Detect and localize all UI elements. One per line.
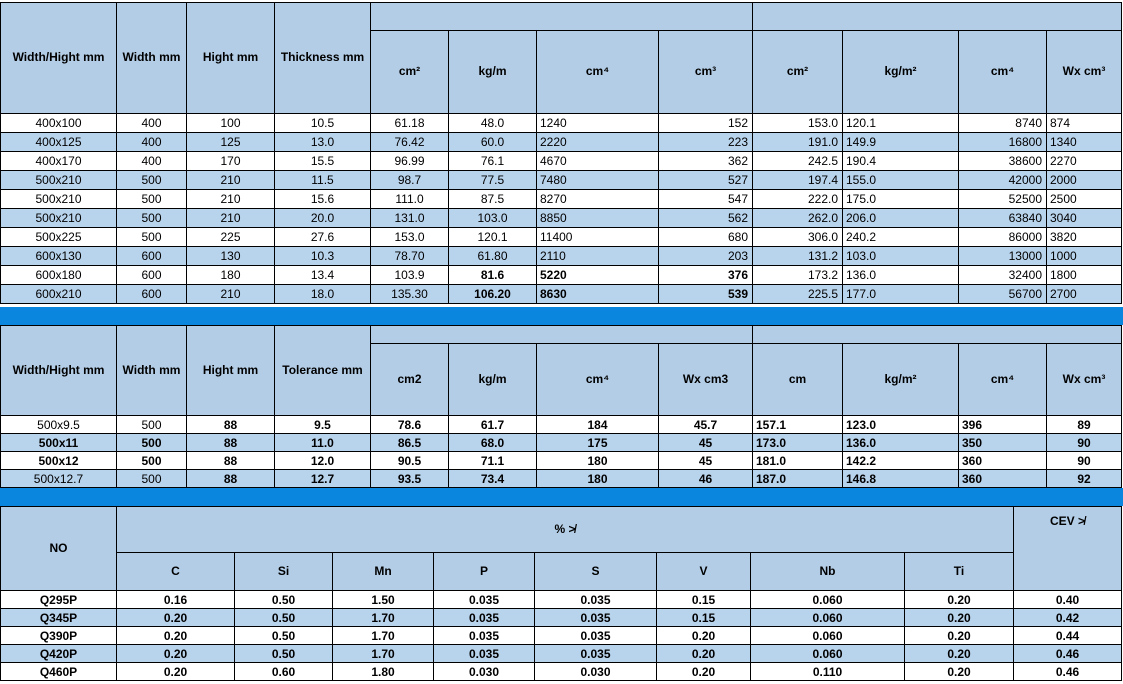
table-cell: 13000: [959, 247, 1047, 266]
table-cell: 400x100: [1, 114, 117, 133]
table-cell: 0.16: [117, 591, 235, 609]
table-cell: 396: [959, 416, 1047, 434]
table-cell: 0.15: [657, 591, 751, 609]
header-thickness: Thickness mm: [275, 3, 371, 114]
table-cell: Q345P: [1, 609, 117, 627]
table-cell: 10.3: [275, 247, 371, 266]
table-cell: 60.0: [449, 133, 537, 152]
table-row: [1, 114, 1122, 133]
table-cell: 1.50: [333, 591, 434, 609]
table-cell: 0.035: [434, 645, 535, 663]
table-cell: 78.70: [371, 247, 449, 266]
table-cell: 0.46: [1014, 645, 1122, 663]
table-cell: 86.5: [371, 434, 449, 452]
table-cell: 500: [117, 228, 187, 247]
table-cell: 0.035: [535, 645, 657, 663]
table-cell: 63840: [959, 209, 1047, 228]
table-cell: 98.7: [371, 171, 449, 190]
header-weight: kg/m: [449, 344, 537, 416]
table-cell: 11.5: [275, 171, 371, 190]
header-inertia-2: cm⁴: [959, 31, 1047, 114]
table-cell: 0.20: [117, 627, 235, 645]
table-cell: 96.99: [371, 152, 449, 171]
table-cell: 48.0: [449, 114, 537, 133]
table-cell: 0.20: [117, 609, 235, 627]
table-cell: 0.50: [235, 591, 333, 609]
table-cell: 1000: [1047, 247, 1122, 266]
table-row: [1, 591, 1122, 609]
table-cell: 600x210: [1, 285, 117, 304]
header-inertia: cm⁴: [537, 344, 659, 416]
table-cell: 500x12.7: [1, 470, 117, 488]
table-cell: 78.6: [371, 416, 449, 434]
table-cell: 400: [117, 114, 187, 133]
table-cell: 90: [1047, 434, 1122, 452]
table-cell: 500: [117, 434, 187, 452]
table-cell: 547: [659, 190, 753, 209]
header-modulus: cm³: [659, 31, 753, 114]
table-cell: 11400: [537, 228, 659, 247]
table-cell: 0.060: [751, 627, 905, 645]
table-cell: 5220: [537, 266, 659, 285]
table-row: [1, 645, 1122, 663]
table-cell: 0.20: [657, 627, 751, 645]
table-cell: 0.50: [235, 627, 333, 645]
table-cell: 8630: [537, 285, 659, 304]
header-height: Hight mm: [187, 326, 275, 416]
header-height: Hight mm: [187, 3, 275, 114]
table-cell: 175: [537, 434, 659, 452]
table-cell: 10.5: [275, 114, 371, 133]
table-cell: 77.5: [449, 171, 537, 190]
table-cell: 262.0: [753, 209, 843, 228]
table-cell: 173.0: [753, 434, 843, 452]
table-cell: 400x170: [1, 152, 117, 171]
table-cell: 0.035: [434, 627, 535, 645]
table-cell: 9.5: [275, 416, 371, 434]
section-table-1: [0, 2, 1122, 304]
header-v: V: [657, 553, 751, 591]
table-cell: 0.035: [535, 591, 657, 609]
table-cell: 12.0: [275, 452, 371, 470]
table-cell: 0.40: [1014, 591, 1122, 609]
table-row: [1, 190, 1122, 209]
table-cell: 180: [187, 266, 275, 285]
table-cell: 600: [117, 266, 187, 285]
table-cell: 103.9: [371, 266, 449, 285]
header-p: P: [434, 553, 535, 591]
table-cell: 88: [187, 416, 275, 434]
header-group-empty-2: [753, 3, 1122, 31]
header-nb: Nb: [751, 553, 905, 591]
table-cell: 0.60: [235, 663, 333, 681]
table-cell: 242.5: [753, 152, 843, 171]
table-cell: 8850: [537, 209, 659, 228]
header-width-height: Width/Hight mm: [1, 326, 117, 416]
table-cell: 197.4: [753, 171, 843, 190]
table-cell: 376: [659, 266, 753, 285]
header-wx: Wx cm³: [1047, 31, 1122, 114]
header-inertia: cm⁴: [537, 31, 659, 114]
table-cell: 0.035: [434, 591, 535, 609]
table-cell: 210: [187, 209, 275, 228]
header-si: Si: [235, 553, 333, 591]
header-area-2: cm²: [753, 31, 843, 114]
table-cell: 1.70: [333, 609, 434, 627]
table-cell: 500x210: [1, 190, 117, 209]
header-group-empty-2: [753, 326, 1122, 344]
table-cell: 20.0: [275, 209, 371, 228]
table-cell: 2500: [1047, 190, 1122, 209]
table-cell: 0.20: [657, 645, 751, 663]
header-no: NO: [1, 507, 117, 591]
table-cell: 400: [117, 133, 187, 152]
table-cell: 562: [659, 209, 753, 228]
table-row: [1, 434, 1122, 452]
table-cell: 7480: [537, 171, 659, 190]
table-cell: 1.70: [333, 645, 434, 663]
header-cev: CEV ≯: [1014, 507, 1122, 591]
table-cell: 153.0: [371, 228, 449, 247]
table-cell: 87.5: [449, 190, 537, 209]
table-row: [1, 627, 1122, 645]
table-cell: 1.80: [333, 663, 434, 681]
separator-bar-1: [0, 307, 1123, 325]
table-cell: 0.50: [235, 645, 333, 663]
table-cell: 86000: [959, 228, 1047, 247]
header-inertia-2: cm⁴: [959, 344, 1047, 416]
table-cell: 153.0: [753, 114, 843, 133]
table-cell: 0.060: [751, 609, 905, 627]
table-cell: 125: [187, 133, 275, 152]
table-cell: 0.20: [657, 663, 751, 681]
table-row: [1, 609, 1122, 627]
table-cell: 0.15: [657, 609, 751, 627]
table-row: [1, 133, 1122, 152]
table-cell: Q420P: [1, 645, 117, 663]
table-cell: 0.20: [905, 627, 1014, 645]
header-width: Width mm: [117, 3, 187, 114]
table-cell: 225.5: [753, 285, 843, 304]
table-cell: 155.0: [843, 171, 959, 190]
table-row: [1, 663, 1122, 681]
table-cell: 0.035: [535, 627, 657, 645]
table-cell: 92: [1047, 470, 1122, 488]
table-cell: 0.030: [434, 663, 535, 681]
table-cell: 0.20: [117, 645, 235, 663]
header-wx-2: Wx cm³: [1047, 344, 1122, 416]
table-cell: 177.0: [843, 285, 959, 304]
table-cell: 2110: [537, 247, 659, 266]
table-cell: 120.1: [843, 114, 959, 133]
table-cell: 500: [117, 171, 187, 190]
section-table-3: [0, 506, 1122, 681]
table-cell: 81.6: [449, 266, 537, 285]
table-row: [1, 266, 1122, 285]
table-cell: 600: [117, 247, 187, 266]
table-cell: 500: [117, 190, 187, 209]
table-cell: 206.0: [843, 209, 959, 228]
header-s: S: [535, 553, 657, 591]
table-row: [1, 452, 1122, 470]
table-cell: Q460P: [1, 663, 117, 681]
table-cell: 18.0: [275, 285, 371, 304]
table-row: [1, 416, 1122, 434]
table-cell: 222.0: [753, 190, 843, 209]
table-cell: 600: [117, 285, 187, 304]
table-cell: 210: [187, 190, 275, 209]
table-cell: 56700: [959, 285, 1047, 304]
table-cell: 42000: [959, 171, 1047, 190]
table-cell: 27.6: [275, 228, 371, 247]
header-group-empty-1: [371, 3, 753, 31]
table-cell: 45: [659, 434, 753, 452]
table-cell: 0.035: [535, 609, 657, 627]
table-cell: 240.2: [843, 228, 959, 247]
table-cell: 3820: [1047, 228, 1122, 247]
table-cell: 191.0: [753, 133, 843, 152]
table-cell: 500x12: [1, 452, 117, 470]
table-cell: 0.44: [1014, 627, 1122, 645]
table-cell: 71.1: [449, 452, 537, 470]
table-cell: 500x11: [1, 434, 117, 452]
table-cell: 225: [187, 228, 275, 247]
table-cell: 190.4: [843, 152, 959, 171]
table-cell: 527: [659, 171, 753, 190]
table-cell: 3040: [1047, 209, 1122, 228]
table-cell: 52500: [959, 190, 1047, 209]
table-cell: 61.18: [371, 114, 449, 133]
table-cell: 135.30: [371, 285, 449, 304]
table-cell: 874: [1047, 114, 1122, 133]
table-cell: 142.2: [843, 452, 959, 470]
table-cell: 500: [117, 470, 187, 488]
table-cell: 93.5: [371, 470, 449, 488]
table-cell: 0.035: [434, 609, 535, 627]
table-cell: 45: [659, 452, 753, 470]
table-cell: 0.110: [751, 663, 905, 681]
table-cell: 90.5: [371, 452, 449, 470]
header-ti: Ti: [905, 553, 1014, 591]
table-cell: 11.0: [275, 434, 371, 452]
table-cell: 0.060: [751, 645, 905, 663]
table-cell: Q390P: [1, 627, 117, 645]
table-cell: 500x225: [1, 228, 117, 247]
table-cell: 0.20: [905, 591, 1014, 609]
table-cell: 223: [659, 133, 753, 152]
header-percent: % ≯: [117, 507, 1014, 553]
table-cell: 0.50: [235, 609, 333, 627]
table-cell: 73.4: [449, 470, 537, 488]
table-cell: 120.1: [449, 228, 537, 247]
table-cell: 1800: [1047, 266, 1122, 285]
table-cell: 8270: [537, 190, 659, 209]
table-cell: 600x180: [1, 266, 117, 285]
table-cell: 0.42: [1014, 609, 1122, 627]
table-cell: 0.20: [905, 645, 1014, 663]
table-cell: 0.20: [905, 663, 1014, 681]
table-cell: 500x210: [1, 171, 117, 190]
table-cell: 1.70: [333, 627, 434, 645]
header-wx: Wx cm3: [659, 344, 753, 416]
table-cell: 0.46: [1014, 663, 1122, 681]
table-cell: 500: [117, 452, 187, 470]
table-cell: 1240: [537, 114, 659, 133]
table-row: [1, 470, 1122, 488]
table-cell: 187.0: [753, 470, 843, 488]
table-cell: 123.0: [843, 416, 959, 434]
table-cell: 0.20: [905, 609, 1014, 627]
header-weight-2: kg/m²: [843, 344, 959, 416]
table-cell: 88: [187, 434, 275, 452]
table-cell: 0.060: [751, 591, 905, 609]
header-width-height: Width/Hight mm: [1, 3, 117, 114]
table-cell: 100: [187, 114, 275, 133]
table-cell: 360: [959, 452, 1047, 470]
table-cell: 8740: [959, 114, 1047, 133]
table-row: [1, 247, 1122, 266]
table-cell: 76.1: [449, 152, 537, 171]
table-cell: 1340: [1047, 133, 1122, 152]
table-cell: 13.4: [275, 266, 371, 285]
table-cell: 2220: [537, 133, 659, 152]
table-cell: 400: [117, 152, 187, 171]
table-cell: 136.0: [843, 434, 959, 452]
header-area: cm²: [371, 31, 449, 114]
table-cell: 539: [659, 285, 753, 304]
table-cell: 180: [537, 470, 659, 488]
header-area: cm2: [371, 344, 449, 416]
table-cell: 0.20: [117, 663, 235, 681]
table-cell: 103.0: [449, 209, 537, 228]
table-cell: 175.0: [843, 190, 959, 209]
table-cell: 61.80: [449, 247, 537, 266]
table-cell: 46: [659, 470, 753, 488]
header-width: Width mm: [117, 326, 187, 416]
table-cell: 15.6: [275, 190, 371, 209]
table-cell: 500x9.5: [1, 416, 117, 434]
table-row: [1, 285, 1122, 304]
table-cell: 15.5: [275, 152, 371, 171]
table-cell: 180: [537, 452, 659, 470]
table-cell: 88: [187, 470, 275, 488]
table-cell: 111.0: [371, 190, 449, 209]
table-row: [1, 209, 1122, 228]
section-table-2: [0, 325, 1122, 488]
table-cell: 500: [117, 209, 187, 228]
table-cell: 350: [959, 434, 1047, 452]
header-length: cm: [753, 344, 843, 416]
table-cell: 360: [959, 470, 1047, 488]
table-cell: 4670: [537, 152, 659, 171]
table-cell: 103.0: [843, 247, 959, 266]
table-cell: 16800: [959, 133, 1047, 152]
table-cell: 90: [1047, 452, 1122, 470]
table-cell: 13.0: [275, 133, 371, 152]
table-cell: 2700: [1047, 285, 1122, 304]
table-cell: Q295P: [1, 591, 117, 609]
table-cell: 173.2: [753, 266, 843, 285]
table-cell: 12.7: [275, 470, 371, 488]
table-cell: 0.030: [535, 663, 657, 681]
table-cell: 2270: [1047, 152, 1122, 171]
header-c: C: [117, 553, 235, 591]
table-cell: 181.0: [753, 452, 843, 470]
header-weight-2: kg/m²: [843, 31, 959, 114]
table-cell: 362: [659, 152, 753, 171]
table-row: [1, 152, 1122, 171]
table-cell: 680: [659, 228, 753, 247]
table-row: [1, 171, 1122, 190]
table-cell: 184: [537, 416, 659, 434]
separator-bar-2: [0, 488, 1123, 506]
header-tolerance: Tolerance mm: [275, 326, 371, 416]
table-row: [1, 228, 1122, 247]
table-cell: 61.7: [449, 416, 537, 434]
table-cell: 32400: [959, 266, 1047, 285]
header-weight: kg/m: [449, 31, 537, 114]
table-cell: 136.0: [843, 266, 959, 285]
table-cell: 89: [1047, 416, 1122, 434]
table-cell: 68.0: [449, 434, 537, 452]
table-cell: 149.9: [843, 133, 959, 152]
table-cell: 146.8: [843, 470, 959, 488]
table-cell: 157.1: [753, 416, 843, 434]
table-cell: 306.0: [753, 228, 843, 247]
table-cell: 38600: [959, 152, 1047, 171]
table-cell: 88: [187, 452, 275, 470]
header-mn: Mn: [333, 553, 434, 591]
table-cell: 130: [187, 247, 275, 266]
table-cell: 203: [659, 247, 753, 266]
table-cell: 500: [117, 416, 187, 434]
table-cell: 600x130: [1, 247, 117, 266]
table-cell: 152: [659, 114, 753, 133]
table-cell: 400x125: [1, 133, 117, 152]
header-group-empty-1: [371, 326, 753, 344]
table-cell: 170: [187, 152, 275, 171]
table-cell: 131.0: [371, 209, 449, 228]
table-cell: 76.42: [371, 133, 449, 152]
table-cell: 210: [187, 285, 275, 304]
table-cell: 131.2: [753, 247, 843, 266]
table-cell: 2000: [1047, 171, 1122, 190]
table-cell: 106.20: [449, 285, 537, 304]
table-cell: 210: [187, 171, 275, 190]
table-cell: 45.7: [659, 416, 753, 434]
table-cell: 500x210: [1, 209, 117, 228]
